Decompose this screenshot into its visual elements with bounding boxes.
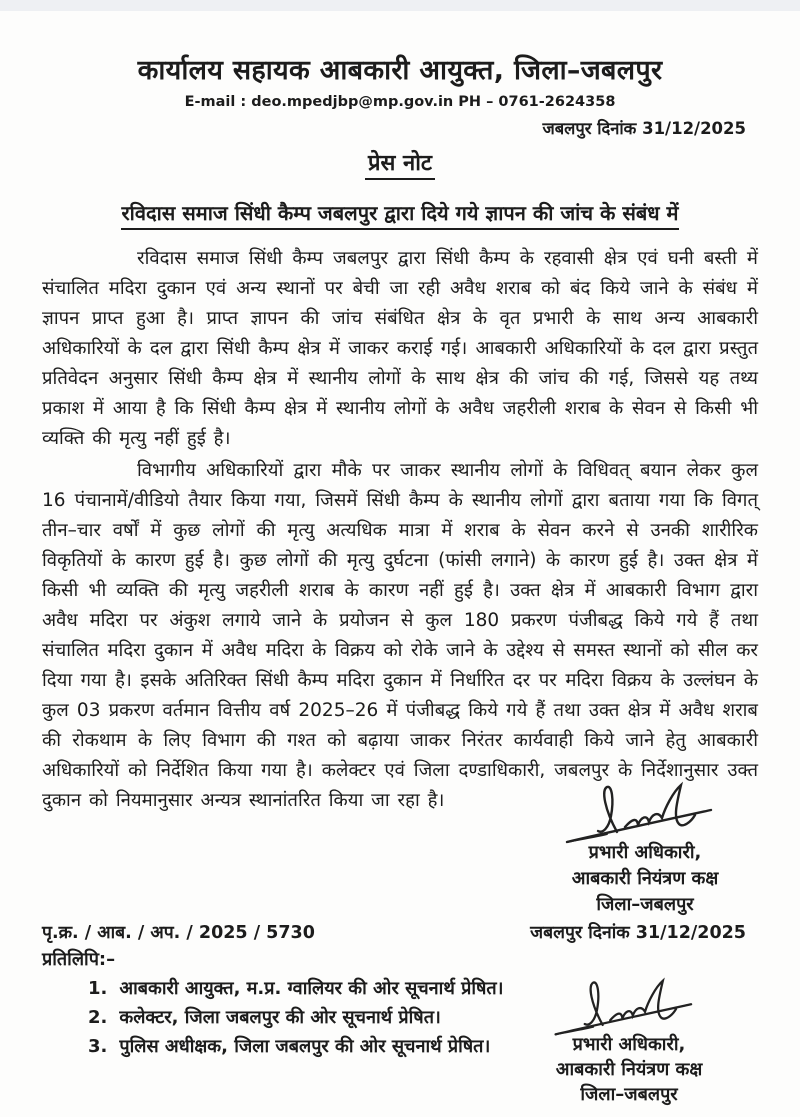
body-paragraph-2: विभागीय अधिकारियों द्वारा मौके पर जाकर स्थानीय लोगों के विधिवत् बयान लेकर कुल 16 पंचानामें/वीडियो तैयार किया गया, जिसमें सिंधी कैम्प के स्थानीय लोगों द्वारा बताया गया कि विगत् तीन–चार वर्षों में कुछ लोगों की मृत्यु अत्यधिक मात्रा में शराब के सेवन करने से उनकी शारीरिक विकृतियों के कारण हुई है। कुछ लोगों की मृत्यु दुर्घटना (फांसी लगाने) के कारण हुई है। उक्त क्षेत्र में किसी भी व्यक्ति की मृत्यु जहरीली शराब के कारण नहीं हुई है। उक्त क्षेत्र में आबकारी विभाग द्वारा अवैध मदिरा पर अंकुश लगाये जाने के प्रयोजन से कुल 180 प्रकरण पंजीबद्ध किये गये हैं तथा संचालित मदिरा दुकान में अवैध मदिरा के विक्रय को रोके जाने के उद्देश्य से समस्त स्थानों को सील कर दिया गया है। इसके अतिरिक्त सिंधी कैम्प मदिरा दुकान में निर्धारित दर पर मदिरा विक्रय के उल्लंघन के कुल 03 प्रकरण वर्तमान वित्तीय वर्ष 2025–26 में पंजीबद्ध किये गये हैं तथा उक्त क्षेत्र में अवैध शराब की रोकथाम के लिए विभाग की गश्त को बढ़ाया जाकर निरंतर कार्यवाही किये जाने हेतु आबकारी अधिकारियों को निर्देशित किया गया है। कलेक्टर एवं जिला दण्डाधिकारी, जबलपुर के निर्देशानुसार उक्त दुकान को नियमानुसार अन्यत्र स्थानांतरित किया जा रहा है।: [42, 460, 758, 811]
copy-item-text: कलेक्टर, जिला जबलपुर की ओर सूचनार्थ प्रेषित।: [119, 1007, 441, 1028]
copy-item-text: पुलिस अधीक्षक, जिला जबलपुर की ओर सूचनार्थ प्रेषित।: [119, 1036, 491, 1057]
copy-item-text: आबकारी आयुक्त, म.प्र. ग्वालियर की ओर सूचनार्थ प्रेषित।: [119, 978, 504, 999]
copy-heading: प्रतिलिपि:–: [42, 949, 116, 970]
signatory-district: जिला–जबलपुर: [596, 894, 694, 915]
signature-image: [555, 780, 735, 848]
signatory-office: आबकारी नियंत्रण कक्ष: [555, 1059, 703, 1080]
subject-line: रविदास समाज सिंधी कैम्प जबलपुर द्वारा दिये गये ज्ञापन की जांच के संबंध में: [121, 201, 678, 230]
signature-block-primary: [520, 780, 770, 918]
signatory-district: जिला–जबलपुर: [580, 1084, 678, 1105]
contact-line: E-mail : deo.mpedjbp@mp.gov.in PH – 0761-2624358: [184, 94, 616, 110]
header-place-date: जबलपुर दिनांक 31/12/2025: [542, 119, 746, 138]
signature-block-secondary: [504, 976, 754, 1107]
signatory-office: आबकारी नियंत्रण कक्ष: [571, 868, 719, 889]
subject-heading: [0, 199, 800, 226]
footer-place-date: जबलपुर दिनांक 31/12/2025: [530, 923, 746, 943]
press-note-title: प्रेस नोट: [365, 151, 435, 180]
copy-item-number: 1.: [88, 978, 108, 999]
page-top-strip: [0, 0, 800, 11]
press-note-heading: [0, 147, 800, 177]
copy-item-number: 2.: [88, 1007, 108, 1028]
office-title: कार्यालय सहायक आबकारी आयुक्त, जिला–जबलपुर: [137, 55, 663, 86]
reference-row: [42, 920, 746, 944]
body-paragraph-1: रविदास समाज सिंधी कैम्प जबलपुर द्वारा सिंधी कैम्प के रहवासी क्षेत्र एवं घनी बस्ती में संचालित मदिरा दुकान एवं अन्य स्थानों पर बेची जा रही अवैध शराब को बंद किये जाने के संबंध में ज्ञापन प्राप्त हुआ है। प्राप्त ज्ञापन की जांच संबंधित क्षेत्र के वृत प्रभारी के साथ अन्य आबकारी अधिकारियों के दल द्वारा सिंधी कैम्प क्षेत्र में जाकर कराई गई। आबकारी अधिकारियों के दल द्वारा प्रस्तुत प्रतिवेदन अनुसार सिंधी कैम्प क्षेत्र में स्थानीय लोगों के साथ क्षेत्र की जांच की गई, जिससे यह तथ्य प्रकाश में आया है कि सिंधी कैम्प क्षेत्र में स्थानीय लोगों के अवैध जहरीली शराब के सेवन से किसी भी व्यक्ति की मृत्यु नहीं हुई है।: [42, 248, 758, 449]
signature-image: [544, 976, 714, 1040]
reference-number: पृ.क्र. / आब. / अप. / 2025 / 5730: [42, 923, 315, 943]
signatory-designation: प्रभारी अधिकारी,: [572, 1034, 686, 1055]
copy-item-number: 3.: [88, 1036, 108, 1057]
signatory-designation: प्रभारी अधिकारी,: [588, 842, 702, 863]
